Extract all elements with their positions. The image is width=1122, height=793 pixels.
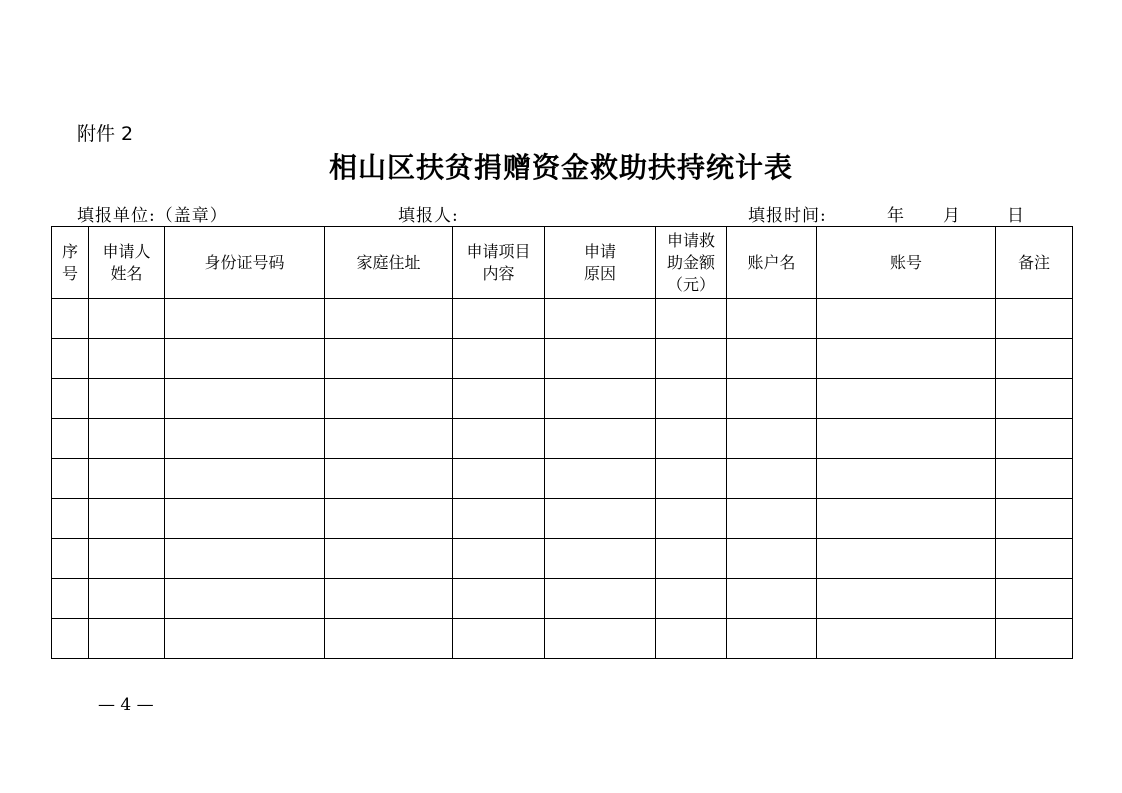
table-cell[interactable] [89, 339, 165, 379]
table-cell[interactable] [165, 579, 325, 619]
table-cell[interactable] [817, 459, 996, 499]
table-cell[interactable] [52, 379, 89, 419]
table-cell[interactable] [453, 299, 545, 339]
table-cell[interactable] [656, 539, 727, 579]
table-cell[interactable] [656, 499, 727, 539]
table-cell[interactable] [89, 299, 165, 339]
fill-time-label: 填报时间: [748, 206, 827, 226]
table-cell[interactable] [727, 299, 817, 339]
table-cell[interactable] [52, 419, 89, 459]
table-cell[interactable] [817, 339, 996, 379]
header-applicant-name: 申请人 姓名 [89, 227, 165, 299]
table-cell[interactable] [89, 539, 165, 579]
table-cell[interactable] [325, 339, 453, 379]
table-cell[interactable] [453, 499, 545, 539]
table-cell[interactable] [453, 539, 545, 579]
statistics-table [51, 226, 1073, 659]
table-cell[interactable] [165, 299, 325, 339]
table-cell[interactable] [545, 459, 656, 499]
header-application-reason: 申请 原因 [545, 227, 656, 299]
table-cell[interactable] [996, 539, 1073, 579]
table-cell[interactable] [325, 539, 453, 579]
table-cell[interactable] [996, 619, 1073, 659]
table-cell[interactable] [656, 619, 727, 659]
table-cell[interactable] [325, 619, 453, 659]
table-cell[interactable] [817, 539, 996, 579]
table-row [52, 459, 1073, 499]
table-cell[interactable] [817, 299, 996, 339]
table-cell[interactable] [727, 579, 817, 619]
table-row [52, 379, 1073, 419]
table-row [52, 419, 1073, 459]
table-cell[interactable] [89, 619, 165, 659]
table-cell[interactable] [453, 339, 545, 379]
table-row [52, 499, 1073, 539]
table-cell[interactable] [545, 339, 656, 379]
day-label: 日 [1007, 206, 1025, 226]
table-cell[interactable] [996, 579, 1073, 619]
table-cell[interactable] [453, 379, 545, 419]
table-row [52, 339, 1073, 379]
table-cell[interactable] [817, 419, 996, 459]
table-cell[interactable] [52, 539, 89, 579]
table-cell[interactable] [325, 299, 453, 339]
table-cell[interactable] [165, 539, 325, 579]
table-cell[interactable] [165, 339, 325, 379]
header-account-name: 账户名 [727, 227, 817, 299]
table-cell[interactable] [727, 499, 817, 539]
table-row [52, 619, 1073, 659]
header-serial-number: 序 号 [52, 227, 89, 299]
header-home-address: 家庭住址 [325, 227, 453, 299]
table-row [52, 539, 1073, 579]
table-cell[interactable] [52, 339, 89, 379]
table-cell[interactable] [325, 379, 453, 419]
header-id-number: 身份证号码 [165, 227, 325, 299]
table-header-row [52, 227, 1073, 299]
table-cell[interactable] [89, 579, 165, 619]
table-cell[interactable] [656, 419, 727, 459]
table-cell[interactable] [817, 579, 996, 619]
table-cell[interactable] [817, 379, 996, 419]
table-row [52, 579, 1073, 619]
table-cell[interactable] [89, 379, 165, 419]
table-cell[interactable] [453, 459, 545, 499]
table-cell[interactable] [545, 619, 656, 659]
table-cell[interactable] [996, 419, 1073, 459]
table-cell[interactable] [727, 419, 817, 459]
table-cell[interactable] [545, 499, 656, 539]
table-cell[interactable] [545, 299, 656, 339]
table-cell[interactable] [656, 299, 727, 339]
table-cell[interactable] [165, 619, 325, 659]
table-cell[interactable] [89, 419, 165, 459]
table-cell[interactable] [453, 419, 545, 459]
table-cell[interactable] [545, 539, 656, 579]
page-number: — 4 — [98, 695, 154, 715]
table-row [52, 299, 1073, 339]
table-cell[interactable] [325, 499, 453, 539]
year-label: 年 [887, 206, 905, 226]
table-cell[interactable] [727, 339, 817, 379]
table-cell[interactable] [656, 459, 727, 499]
table-cell[interactable] [656, 579, 727, 619]
header-remarks: 备注 [996, 227, 1073, 299]
table-cell[interactable] [325, 419, 453, 459]
table-cell[interactable] [325, 459, 453, 499]
table-cell[interactable] [656, 339, 727, 379]
table-body [52, 299, 1073, 659]
table-cell[interactable] [817, 619, 996, 659]
table-cell[interactable] [165, 379, 325, 419]
document-title: 相山区扶贫捐赠资金救助扶持统计表 [328, 151, 793, 184]
table-cell[interactable] [996, 459, 1073, 499]
table-cell[interactable] [453, 579, 545, 619]
month-label: 月 [943, 206, 961, 226]
table-cell[interactable] [545, 379, 656, 419]
table-cell[interactable] [996, 339, 1073, 379]
table-cell[interactable] [89, 499, 165, 539]
table-cell[interactable] [52, 299, 89, 339]
table-cell[interactable] [52, 619, 89, 659]
table-cell[interactable] [165, 499, 325, 539]
table-cell[interactable] [817, 499, 996, 539]
fill-unit-label: 填报单位:（盖章） [77, 206, 228, 226]
table-cell[interactable] [727, 619, 817, 659]
table-cell[interactable] [727, 539, 817, 579]
header-aid-amount: 申请救 助金额 （元） [656, 227, 727, 299]
reporter-label: 填报人: [398, 206, 459, 226]
table-cell[interactable] [52, 499, 89, 539]
table-cell[interactable] [996, 299, 1073, 339]
table-cell[interactable] [52, 459, 89, 499]
table-cell[interactable] [453, 619, 545, 659]
table-cell[interactable] [89, 459, 165, 499]
table-cell[interactable] [996, 499, 1073, 539]
table-cell[interactable] [727, 459, 817, 499]
table-cell[interactable] [727, 379, 817, 419]
table-cell[interactable] [656, 379, 727, 419]
table-cell[interactable] [545, 419, 656, 459]
table-cell[interactable] [52, 579, 89, 619]
table-cell[interactable] [325, 579, 453, 619]
header-account-number: 账号 [817, 227, 996, 299]
table-cell[interactable] [545, 579, 656, 619]
table-cell[interactable] [165, 459, 325, 499]
table-cell[interactable] [996, 379, 1073, 419]
header-project-content: 申请项目 内容 [453, 227, 545, 299]
attachment-label: 附件 2 [77, 123, 134, 145]
table-cell[interactable] [165, 419, 325, 459]
